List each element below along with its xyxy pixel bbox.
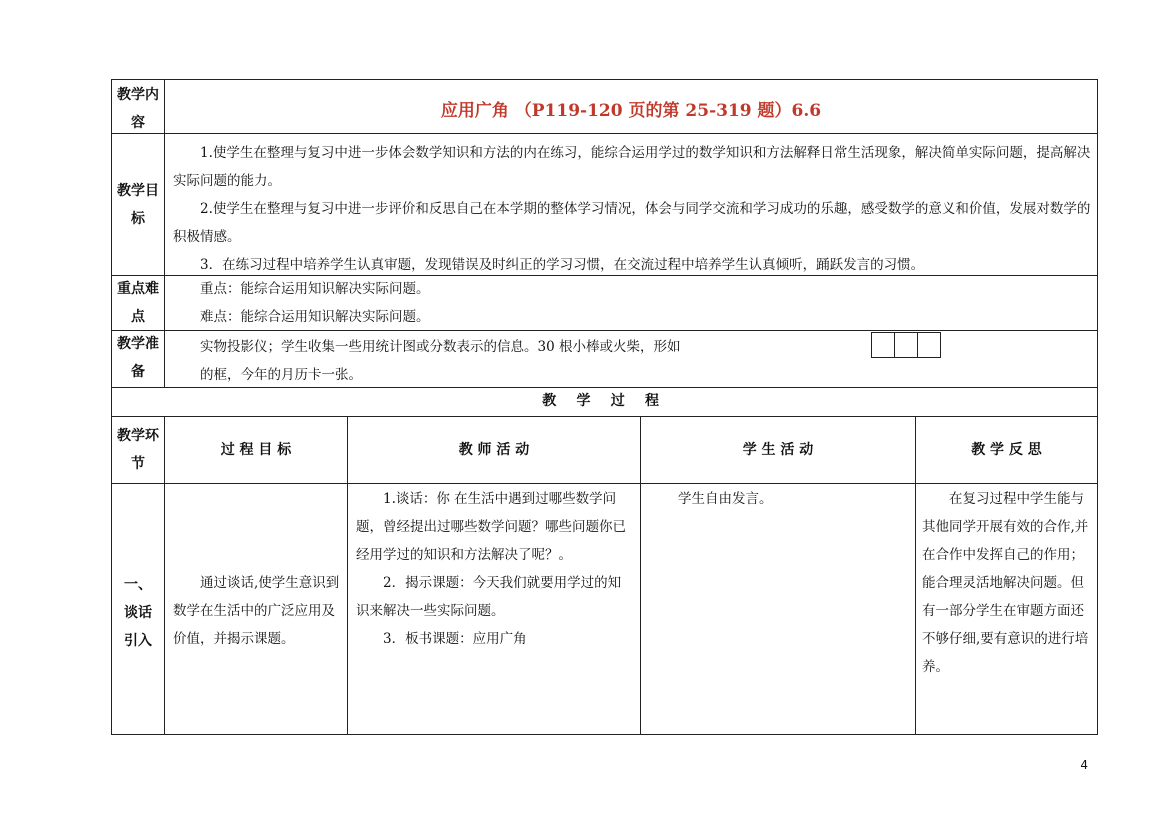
objectives-cell <box>164 133 1097 275</box>
key-points-cell <box>164 275 1097 330</box>
page-number: 4 <box>1080 758 1088 772</box>
header-reflection: 教 学 反 思 <box>915 416 1097 483</box>
stage-goal <box>164 483 347 734</box>
key-point: 重点：能综合运用知识解决实际问题。 <box>200 281 430 297</box>
objective-3: 3．在练习过程中培养学生认真审题，发现错误及时纠正的学习习惯，在交流过程中培养学生认真倾听，踊跃发言的习惯。 <box>200 257 925 273</box>
teacher-step-2: 2．揭示课题：今天我们就要用学过的知识来解决一些实际问题。 <box>356 575 622 619</box>
teacher-step-1: 1.谈话：你 在生活中遇到过哪些数学问题，曾经提出过哪些数学问题？哪些问题你已经用学过的知识和方法解决了呢？。 <box>356 491 626 563</box>
objective-2: 2.使学生在整理与复习中进一步评价和反思自己在本学期的整体学习情况，体会与同学交流和学习成功的乐趣，感受数学的意义和价值，发展对数学的积极情感。 <box>173 201 1091 245</box>
frame-box-1 <box>871 332 895 358</box>
key-points-label: 重点难点 <box>117 281 159 325</box>
preparation-line-2: 的框，今年的月历卡一张。 <box>200 367 362 383</box>
frame-shape-icon <box>872 332 941 358</box>
row-objectives <box>111 133 1098 276</box>
stage-number: 一、 <box>124 577 152 593</box>
stage-name-line-2: 谈话 <box>124 605 152 621</box>
student-activity <box>640 483 915 734</box>
teacher-step-3: 3．板书课题：应用广角 <box>383 631 527 647</box>
objectives-label: 教学目标 <box>117 183 159 227</box>
header-teacher: 教 师 活 动 <box>347 416 640 483</box>
objective-1: 1.使学生在整理与复习中进一步体会数学知识和方法的内在练习，能综合运用学过的数学知识和方法解释日常生活现象，解决简单实际问题，提高解决实际问题的能力。 <box>173 145 1091 189</box>
stage-name-line-3: 引入 <box>124 633 152 649</box>
preparation-line-1: 实物投影仪；学生收集一些用统计图或分数表示的信息。30 根小棒或火柴，形如 <box>200 339 681 355</box>
stage-name <box>112 483 164 734</box>
table-header-row <box>111 416 1098 484</box>
stage-goal-text: 通过谈话,使学生意识到数学在生活中的广泛应用及价值，并揭示课题。 <box>173 575 340 647</box>
row-preparation <box>111 330 1098 388</box>
row-process <box>111 387 1098 417</box>
row-content <box>111 79 1098 134</box>
table-row <box>111 483 1098 735</box>
preparation-label: 教学准备 <box>117 336 159 380</box>
content-cell <box>164 80 1097 133</box>
student-activity-text: 学生自由发言。 <box>678 491 773 507</box>
preparation-cell <box>164 330 1097 387</box>
frame-box-3 <box>917 332 941 358</box>
lesson-title: 应用广角 （P119-120 页的第 25-319 题）6.6 <box>440 101 822 121</box>
header-student: 学 生 活 动 <box>640 416 915 483</box>
process-label: 教 学 过 程 <box>542 393 667 409</box>
content-label: 教学内容 <box>117 87 159 131</box>
teacher-activity <box>347 483 640 734</box>
difficult-point: 难点：能综合运用知识解决实际问题。 <box>200 309 430 325</box>
teaching-reflection <box>915 483 1097 734</box>
frame-box-2 <box>894 332 918 358</box>
header-stage: 教学环节 <box>117 428 159 472</box>
row-key-points <box>111 275 1098 331</box>
header-goal: 过 程 目 标 <box>164 416 347 483</box>
reflection-text: 在复习过程中学生能与其他同学开展有效的合作,并在合作中发挥自己的作用；能合理灵活地解决问题。但有一部分学生在审题方面还不够仔细,要有意识的进行培养。 <box>922 491 1089 675</box>
